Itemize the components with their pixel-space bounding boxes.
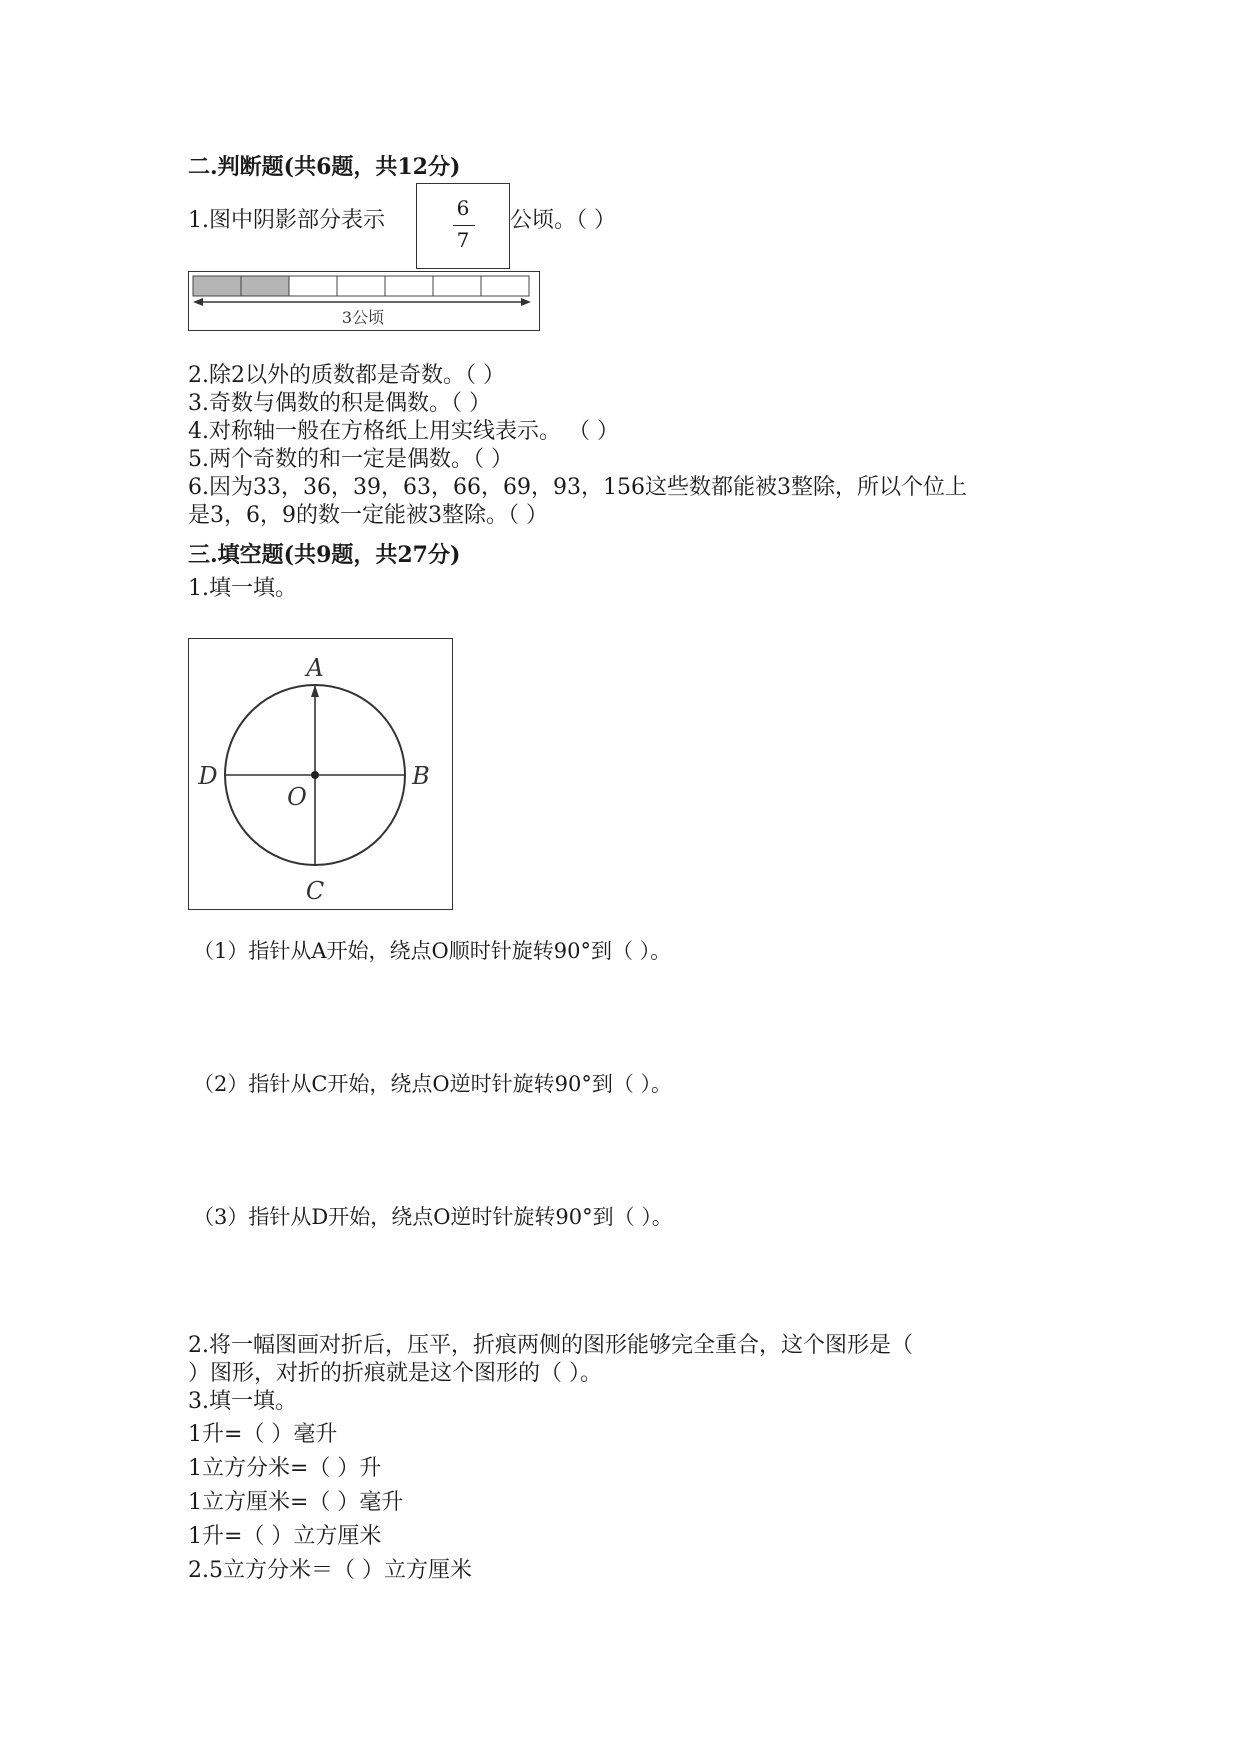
label-d: D — [198, 762, 218, 790]
judge-q1-text-after: 公顷。（ ） — [510, 208, 616, 233]
fill-q1-sub2: （2）指针从C开始，绕点O逆时针旋转90°到（ ）。 — [193, 1072, 673, 1096]
judge-q5: 5.两个奇数的和一定是偶数。（ ） — [188, 447, 513, 472]
fill-q2-line1: 2.将一幅图画对折后，压平，折痕两侧的图形能够完全重合，这个图形是（ — [188, 1333, 913, 1358]
section-fill-heading: 三.填空题(共9题，共27分) — [188, 542, 461, 568]
fill-q3: 3.填一填。 — [188, 1389, 297, 1414]
pointer-arrow-head — [311, 685, 319, 697]
fraction-box — [416, 183, 510, 269]
fraction-bar — [453, 225, 475, 226]
strip-label: 3公顷 — [341, 308, 385, 327]
arrow-left-head — [193, 298, 203, 306]
strip-cell — [481, 276, 529, 296]
strip-cell — [385, 276, 433, 296]
rotation-circle-figure — [188, 638, 453, 910]
rotation-circle-svg — [189, 639, 452, 909]
conversion-line-4: 1升=（ ）立方厘米 — [188, 1524, 382, 1549]
judge-q6-line2: 是3，6，9的数一定能被3整除。（ ） — [188, 503, 548, 528]
hectare-strip-svg — [189, 272, 539, 330]
fill-q1-sub3: （3）指针从D开始，绕点O逆时针旋转90°到（ ）。 — [193, 1205, 673, 1229]
strip-cell-shaded — [193, 276, 241, 296]
judge-q3: 3.奇数与偶数的积是偶数。（ ） — [188, 391, 491, 416]
section-judge-heading: 二.判断题(共6题，共12分) — [188, 154, 461, 180]
conversion-line-2: 1立方分米=（ ）升 — [188, 1456, 382, 1481]
judge-q2: 2.除2以外的质数都是奇数。（ ） — [188, 363, 505, 388]
conversion-line-5: 2.5立方分米＝（ ）立方厘米 — [188, 1558, 472, 1583]
strip-cell — [337, 276, 385, 296]
judge-q6-line1: 6.因为33，36，39，63，66，69，93，156这些数都能被3整除，所以个位上 — [188, 475, 967, 500]
fraction-denominator: 7 — [456, 228, 470, 252]
label-o: O — [287, 783, 307, 811]
judge-q1-text-before: 1.图中阴影部分表示 — [188, 208, 385, 233]
label-c: C — [305, 877, 325, 905]
hectare-strip-figure — [188, 271, 540, 331]
judge-q4: 4.对称轴一般在方格纸上用实线表示。 （ ） — [188, 419, 619, 444]
label-b: B — [412, 762, 430, 790]
strip-cell-shaded — [241, 276, 289, 296]
fraction-numerator: 6 — [456, 196, 470, 220]
fill-q2-line2: ）图形，对折的折痕就是这个图形的（ ）。 — [188, 1361, 602, 1386]
arrow-right-head — [521, 298, 531, 306]
center-point — [311, 771, 319, 779]
fill-q1-sub1: （1）指针从A开始，绕点O顺时针旋转90°到（ ）。 — [193, 939, 672, 963]
conversion-line-3: 1立方厘米=（ ）毫升 — [188, 1490, 404, 1515]
strip-cell — [433, 276, 481, 296]
conversion-line-1: 1升=（ ）毫升 — [188, 1422, 338, 1447]
strip-cell — [289, 276, 337, 296]
fill-q1: 1.填一填。 — [188, 576, 297, 601]
label-a: A — [306, 654, 324, 682]
